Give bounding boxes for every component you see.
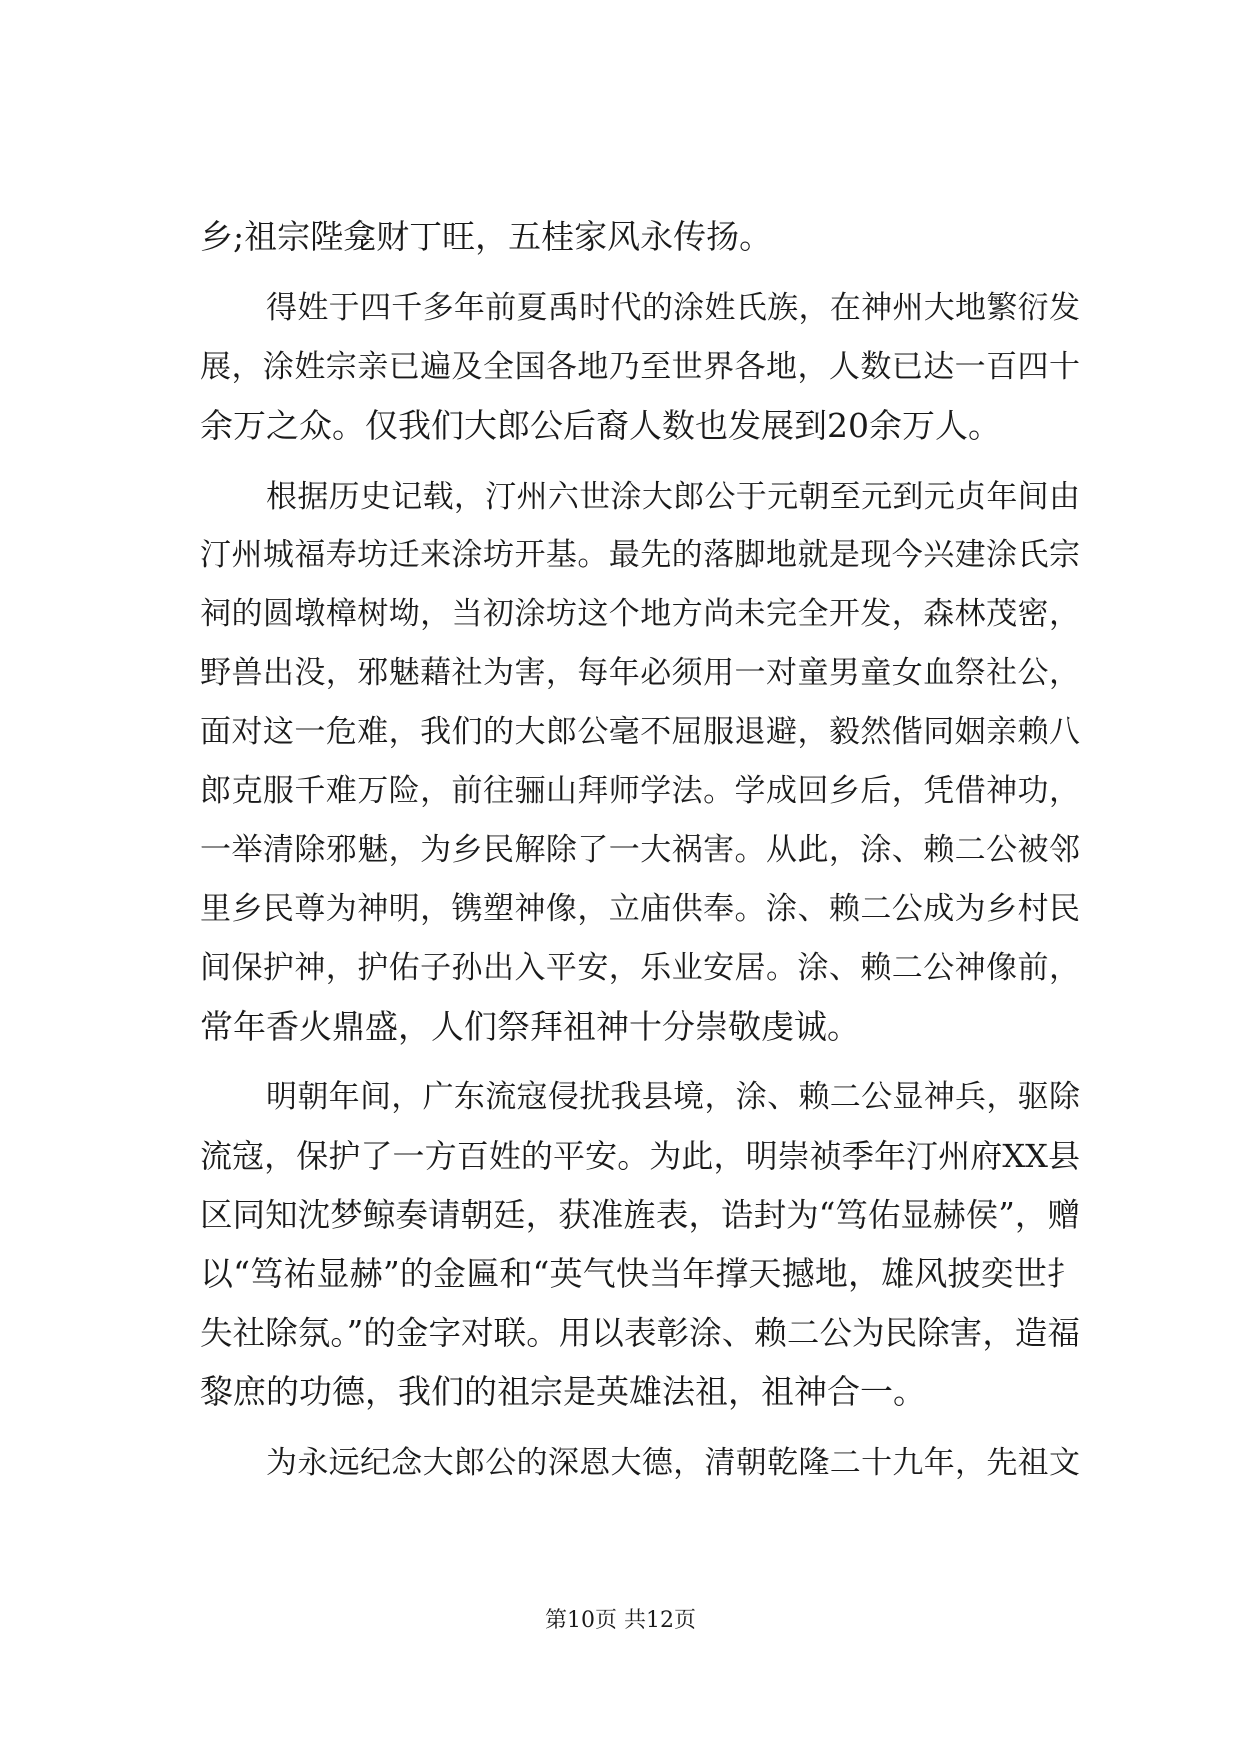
text-line: 间保护神，护佑子孙出入平安，乐业安居。涂、赖二公神像前， xyxy=(200,949,1080,986)
text-line: 失社除氛。”的金字对联。用以表彰涂、赖二公为民除害，造福 xyxy=(200,1314,1080,1353)
text-line: 里乡民尊为神明，镌塑神像，立庙供奉。涂、赖二公成为乡村民 xyxy=(200,890,1080,927)
paragraph-start-line: 明朝年间，广东流寇侵扰我县境，涂、赖二公显神兵，驱除 xyxy=(266,1079,1080,1116)
text-line: 面对这一危难，我们的大郎公毫不屈服退避，毅然偕同姻亲赖八 xyxy=(200,714,1080,751)
text-line: 区同知沈梦鲸奏请朝廷，获准旌表，诰封为“笃佑显赫侯”，赠 xyxy=(200,1196,1080,1235)
text-line: 郎克服千难万险，前往骊山拜师学法。学成回乡后，凭借神功， xyxy=(200,773,1080,810)
text-line: 一举清除邪魅，为乡民解除了一大祸害。从此，涂、赖二公被邻 xyxy=(200,831,1080,868)
text-line: 乡;祖宗陛龛财丁旺，五桂家风永传扬。 xyxy=(200,217,773,256)
text-line: 野兽出没，邪魅藉社为害，每年必须用一对童男童女血祭社公， xyxy=(200,655,1080,692)
text-line: 余万之众。仅我们大郎公后裔人数也发展到20余万人。 xyxy=(200,405,1001,445)
text-line: 汀州城福寿坊迁来涂坊开基。最先的落脚地就是现今兴建涂氏宗 xyxy=(200,537,1080,574)
text-line: 黎庶的功德，我们的祖宗是英雄法祖，祖神合一。 xyxy=(200,1371,926,1411)
paragraph-start-line: 根据历史记载，汀州六世涂大郎公于元朝至元到元贞年间由 xyxy=(266,478,1080,515)
text-line: 祠的圆墩樟树坳，当初涂坊这个地方尚未完全开发，森林茂密， xyxy=(200,596,1080,633)
text-line: 以“笃祐显赫”的金匾和“英气快当年撑天撼地，雄风披奕世扌 xyxy=(200,1254,1080,1294)
text-line: 流寇，保护了一方百姓的平安。为此，明崇祯季年汀州府XX县 xyxy=(200,1137,1080,1176)
paragraph-start-line: 为永远纪念大郎公的深恩大德，清朝乾隆二十九年，先祖文 xyxy=(266,1444,1080,1481)
page-number-footer: 第10页 共12页 xyxy=(545,1608,696,1633)
body-text xyxy=(200,208,1080,1493)
text-line: 展，涂姓宗亲已遍及全国各地乃至世界各地，人数已达一百四十 xyxy=(200,348,1080,385)
text-line: 常年香火鼎盛，人们祭拜祖神十分崇敬虔诚。 xyxy=(200,1006,860,1046)
paragraph-start-line: 得姓于四千多年前夏禹时代的涂姓氏族，在神州大地繁衍发 xyxy=(266,289,1080,326)
